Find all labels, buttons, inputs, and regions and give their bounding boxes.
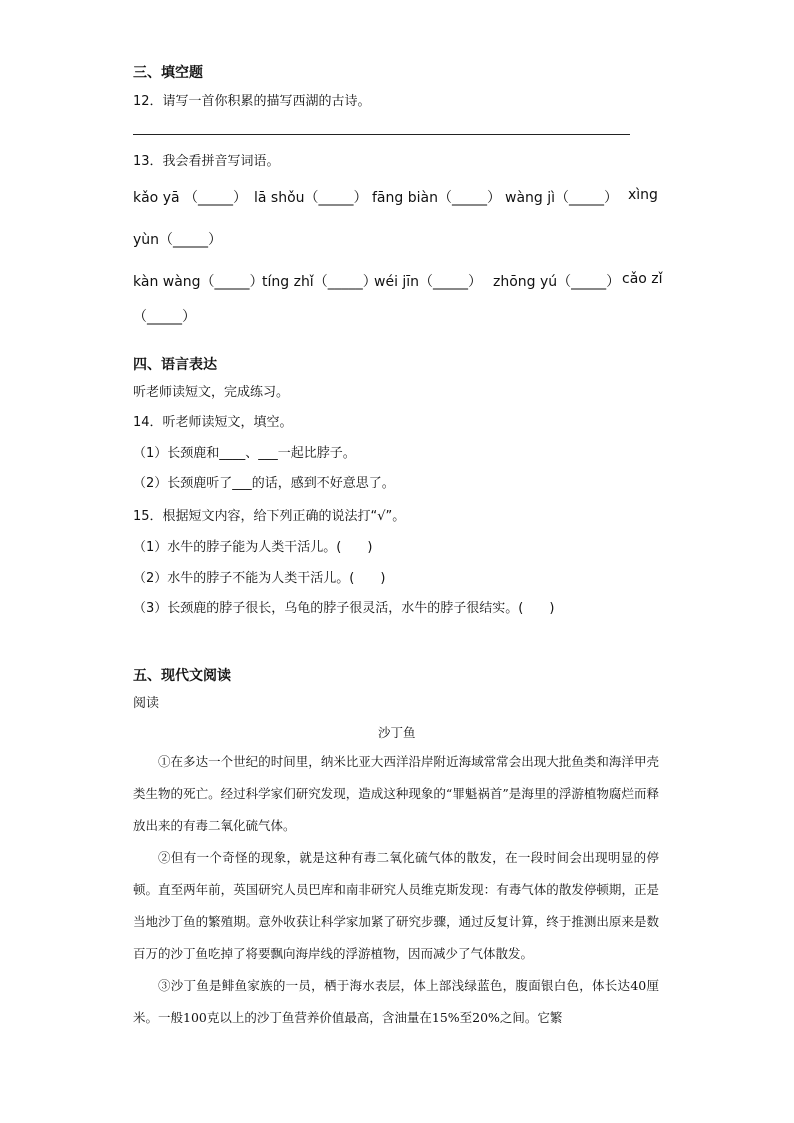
pinyin-item: yùn（_____）	[133, 232, 223, 248]
question-15: 15．根据短文内容，给下列正确的说法打“√”。	[133, 509, 406, 524]
section5-title: 五、现代文阅读	[133, 668, 231, 684]
question-15-1: （1）水牛的脖子能为人类干活儿。( )	[133, 540, 373, 555]
pinyin-item: wéi jīn（_____）	[374, 274, 483, 290]
question-14: 14．听老师读短文，填空。	[133, 415, 293, 430]
section3-title: 三、填空题	[133, 65, 203, 81]
pinyin-item: lā shǒu（_____）	[254, 190, 368, 206]
question-15-2: （2）水牛的脖子不能为人类干活儿。( )	[133, 571, 386, 586]
question-14-1: （1）长颈鹿和____、___一起比脖子。	[133, 446, 356, 461]
passage-paragraph: ③沙丁鱼是鲱鱼家族的一员，栖于海水表层，体上部浅绿蓝色，腹面银白色，体长达40厘米。一般100克以上的沙丁鱼营养价值最高，含油量在15%至20%之间。它繁	[133, 978, 659, 1025]
passage-body	[133, 746, 659, 1034]
question-12: 12．请写一首你积累的描写西湖的古诗。	[133, 94, 371, 109]
passage-paragraph: ①在多达一个世纪的时间里，纳米比亚大西洋沿岸附近海域常常会出现大批鱼类和海洋甲壳类生物的死亡。经过科学家们研究发现，造成这种现象的“罪魁祸首”是海里的浮游植物腐烂而释放出来的有毒二氧化硫气体。	[133, 754, 659, 833]
pinyin-item: wàng jì（_____）	[505, 190, 619, 206]
pinyin-item: kǎo yā （_____）	[133, 190, 248, 206]
section4-intro: 听老师读短文，完成练习。	[133, 385, 290, 400]
passage-title: 沙丁鱼	[378, 725, 416, 740]
pinyin-item: fāng biàn（_____）	[372, 190, 501, 206]
pinyin-item: （_____）	[133, 309, 196, 325]
section4-title: 四、语言表达	[133, 357, 217, 373]
pinyin-item: zhōng yú（_____）	[493, 274, 621, 290]
pinyin-item: tíng zhǐ（_____）	[262, 274, 377, 290]
question-13: 13．我会看拼音写词语。	[133, 154, 280, 169]
pinyin-item: kàn wàng（_____）	[133, 274, 264, 290]
passage-paragraph: ②但有一个奇怪的现象，就是这种有毒二氧化硫气体的散发，在一段时间会出现明显的停顿。直至两年前，英国研究人员巴库和南非研究人员维克斯发现：有毒气体的散发停顿期，正是当地沙丁鱼的繁殖期。意外收获让科学家加紧了研究步骤，通过反复计算，终于推测出原来是数百万的沙丁鱼吃掉了将要飘向海岸线的浮游植物，因而减少了气体散发。	[133, 850, 659, 961]
answer-line-12	[133, 134, 630, 135]
section5-read: 阅读	[133, 696, 160, 711]
question-15-3: （3）长颈鹿的脖子很长，乌龟的脖子很灵活，水牛的脖子很结实。( )	[133, 601, 555, 616]
pinyin-item: xìng	[628, 187, 658, 203]
pinyin-item: cǎo zǐ	[622, 271, 663, 287]
question-14-2: （2）长颈鹿听了___的话，感到不好意思了。	[133, 476, 395, 491]
